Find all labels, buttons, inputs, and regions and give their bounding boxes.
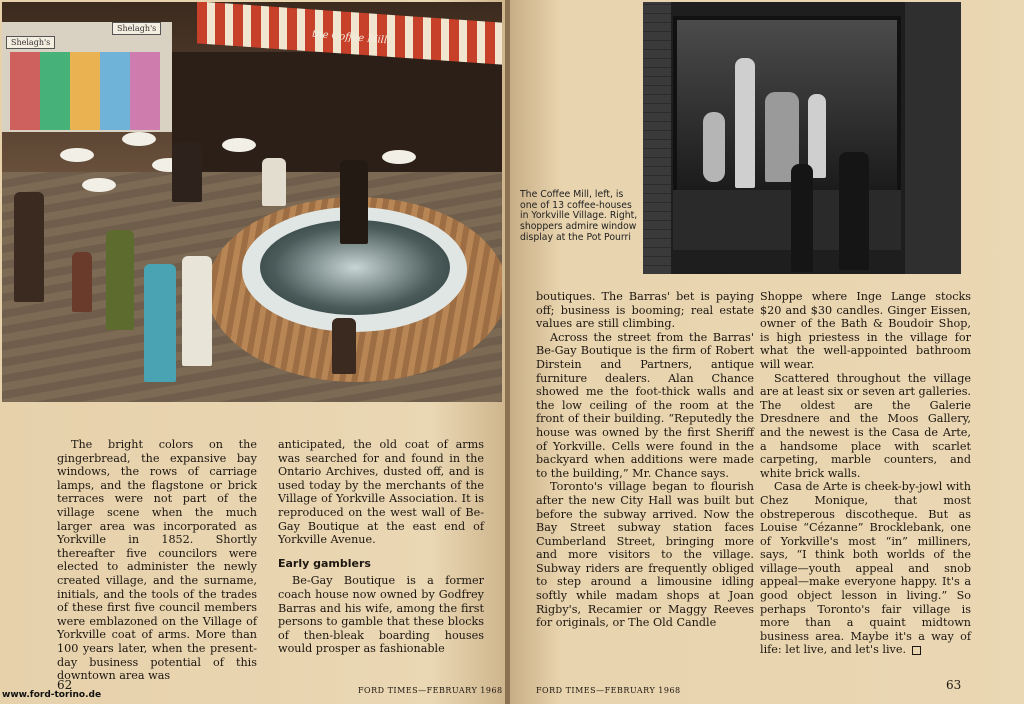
shop-sign: Shelagh's	[112, 22, 161, 35]
paragraph: Shoppe where Inge Lange stocks $20 and $30 candles. Ginger Eissen, owner of the Bath & Boudoir Shop, is high priestess in the village for what the well-appointed bathroom will wear.	[760, 290, 971, 371]
cafe-table	[222, 138, 256, 152]
left-page	[0, 0, 508, 704]
person-figure	[182, 256, 212, 366]
shopper-figure	[839, 152, 869, 270]
person-figure	[14, 192, 44, 302]
shop-sign: Shelagh's	[6, 36, 55, 49]
right-column-1	[536, 290, 754, 630]
cafe-front	[172, 52, 502, 172]
cafe-table	[382, 150, 416, 164]
person-figure	[72, 252, 92, 312]
section-subhead: Early gamblers	[278, 556, 371, 570]
brick-wall	[643, 2, 671, 274]
person-figure	[332, 318, 356, 374]
left-column-1	[57, 438, 257, 683]
paragraph: anticipated, the old coat of arms was searched for and found in the Ontario Archives, dusted off, and is used today by the merchants of the Village of Yorkville Association. It is reproduced on the west wall of Be-Gay Boutique at the east end of Yorkville Avenue.	[278, 438, 484, 547]
flower-display	[703, 112, 725, 182]
right-column-2	[760, 290, 971, 657]
paragraph: Across the street from the Barras' Be-Gay Boutique is the firm of Robert Dirstein and Partners, antique furniture dealers. Alan Chance showed me the foot-thick walls and the low ceiling of the room at the front of their building. “Reputedly the house was owned by the first Sheriff of Yorkville. Cells were found in the backyard when additions were made to the building,” Mr. Chance says.	[536, 330, 754, 480]
end-mark-icon	[912, 646, 921, 655]
page-number: 62	[57, 678, 73, 692]
shop-window	[10, 52, 160, 130]
watermark: www.ford-torino.de	[2, 690, 102, 700]
person-figure	[172, 142, 202, 202]
paragraph: Be-Gay Boutique is a former coach house now owned by Godfrey Barras and his wife, among the first persons to gamble that these blocks of then-bleak boarding houses would prosper as fashionable	[278, 574, 484, 656]
page-footer: FORD TIMES—FEBRUARY 1968	[358, 686, 503, 695]
person-figure	[106, 230, 134, 330]
left-column-2	[278, 438, 484, 656]
right-page	[510, 0, 1024, 704]
shopper-figure	[791, 164, 813, 272]
coffee-mill-photo	[2, 2, 502, 402]
paragraph: boutiques. The Barras' bet is paying off; business is booming; real estate values are still climbing.	[536, 290, 754, 331]
cafe-table	[82, 178, 116, 192]
paragraph: Scattered throughout the village are at least six or seven art galleries. The oldest are the Galerie Dresdnere and the Moos Gallery, and the newest is the Casa de Arte, a handsome place with scarlet carpeting, marble counters, and white brick walls.	[760, 371, 971, 480]
cafe-table	[60, 148, 94, 162]
storefront-door	[905, 2, 961, 274]
page-footer: FORD TIMES—FEBRUARY 1968	[536, 686, 681, 695]
person-figure	[144, 264, 176, 382]
paragraph: Toronto's village began to flourish after the new City Hall was built but before the subway arrived. Now the Bay Street subway station faces Cumberland Street, bringing more and more visitors to the village. Subway riders are frequently obliged to step around a limousine idling softly while madam shops at Joan Rigby's, Recamier or Maggy Reeves for originals, or The Old Candle	[536, 480, 754, 630]
person-figure	[262, 158, 286, 206]
paragraph	[760, 480, 971, 657]
paragraph: The bright colors on the gingerbread, the expansive bay windows, the rows of carriage lamps, and the flagstone or brick terraces were not part of the village scene when the much larger area was incorporated as Yorkville in 1852. Shortly thereafter five councilors were elected to administer the newly created village, and the surname, initials, and the tools of the trades of these first five council members were emblazoned on the Village of Yorkville coat of arms. More than 100 years later, when the present-day business potential of this downtown area was	[57, 438, 257, 683]
mannequin	[735, 58, 755, 188]
paragraph-text: Casa de Arte is cheek-by-jowl with Chez Monique, that most obstreperous discotheque. But as Louise “Cézanne” Brocklebank, one of Yorkville's most “in” milliners, says, “I think both worlds of the village—youth appeal and snob appeal—make everyone happy. It's a good object lesson in living.” So perhaps Toronto's fair village is more than a quaint midtown business area. Maybe it's a way of life: let live, and let's live.	[760, 480, 971, 657]
pot-pourri-photo	[643, 2, 961, 274]
photo-caption: The Coffee Mill, left, is one of 13 coffee-houses in Yorkville Village. Right, shoppers admire window display at the Pot Pourri	[520, 189, 638, 243]
cafe-table	[122, 132, 156, 146]
cafe-sign: the Coffee Mill	[311, 28, 388, 47]
statue-figure	[340, 160, 368, 244]
page-number: 63	[946, 678, 962, 692]
